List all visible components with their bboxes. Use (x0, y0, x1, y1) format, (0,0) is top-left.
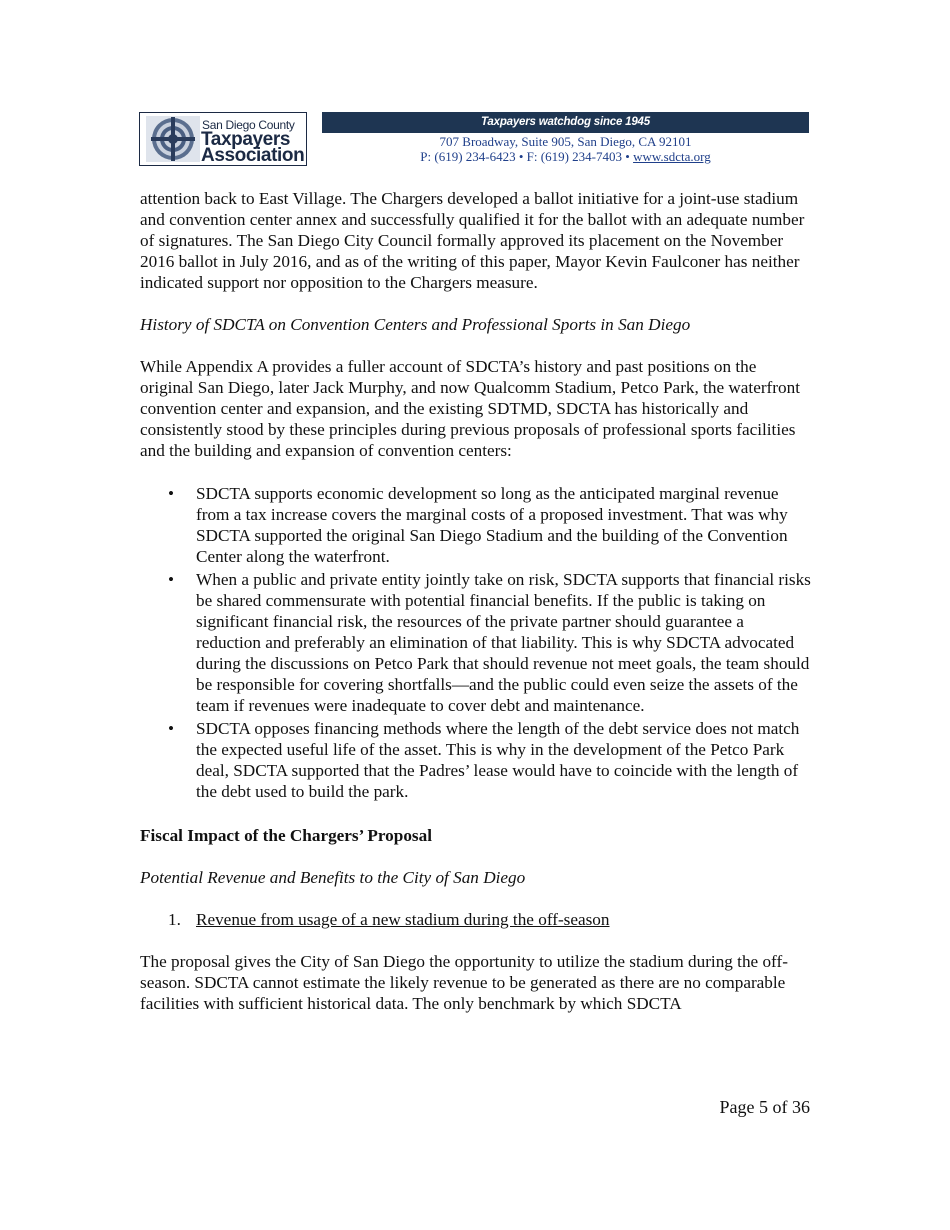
fiscal-impact-heading: Fiscal Impact of the Chargers’ Proposal (140, 826, 432, 845)
logo-text-line2: Taxpayers (201, 129, 290, 150)
list-item-text: SDCTA supports economic development so long as the anticipated marginal revenue from a tax increase covers the marginal costs of a proposed investment. That was why SDCTA supported the original San Diego Stadium and the building of the Convention Center along the waterfront. (196, 484, 788, 566)
list-item-label: Revenue from usage of a new stadium during the off-season (196, 910, 610, 929)
list-item (140, 569, 812, 716)
bullet-icon: • (168, 570, 175, 589)
website-link[interactable]: www.sdcta.org (633, 149, 711, 164)
closing-paragraph: The proposal gives the City of San Diego the opportunity to utilize the stadium during the off-season. SDCTA cannot estimate the likely revenue to be generated as there are no comparable facilities with sufficient historical data. The only benchmark by which SDCTA (140, 952, 788, 1013)
list-item-text: When a public and private entity jointly take on risk, SDCTA supports that financial risks be shared commensurate with potential financial benefits. If the public is taking on significant financial risk, the resources of the private partner should guarantee a reduction and preferably an elimination of that liability. This is why SDCTA advocated during the discussions on Petco Park that should revenue not meet goals, the team should be responsible for covering shortfalls—and the public could even seize the assets of the team if revenues were inadequate to cover debt and maintenance. (196, 570, 811, 715)
document-body (140, 188, 812, 1014)
logo-text-line3: Association (201, 145, 305, 166)
target-seal-icon (146, 116, 200, 162)
intro-paragraph: attention back to East Village. The Chargers developed a ballot initiative for a joint-use stadium and convention center annex and successfully qualified it for the ballot with an adequate number of signatures. The San Diego City Council formally approved its placement on the November 2016 ballot in July 2016, and as of the writing of this paper, Mayor Kevin Faulconer has neither indicated support nor opposition to the Chargers measure. (140, 189, 805, 292)
list-item (140, 483, 812, 567)
list-number: 1. (168, 910, 181, 929)
letterhead (139, 112, 809, 168)
numbered-list (140, 909, 812, 930)
address-line: 707 Broadway, Suite 905, San Diego, CA 92101 (439, 134, 692, 149)
sdcta-logo (139, 112, 307, 166)
phone-fax-line (322, 149, 809, 164)
history-heading: History of SDCTA on Convention Centers and Professional Sports in San Diego (140, 315, 691, 334)
history-paragraph: While Appendix A provides a fuller account of SDCTA’s history and past positions on the original San Diego, later Jack Murphy, and now Qualcomm Stadium, Petco Park, the waterfront convention center and expansion, and the existing SDTMD, SDCTA has historically and consistently stood by these principles during previous proposals of professional sports facilities and the building and expansion of convention centers: (140, 357, 800, 460)
contact-block (322, 134, 809, 164)
principles-list (140, 483, 812, 802)
logo-text-line1: San Diego County (202, 118, 295, 132)
revenue-subheading: Potential Revenue and Benefits to the City of San Diego (140, 868, 526, 887)
tagline-banner: Taxpayers watchdog since 1945 (322, 112, 809, 133)
list-item-text: SDCTA opposes financing methods where the length of the debt service does not match the expected useful life of the asset. This is why in the development of the Petco Park deal, SDCTA supported that the Padres’ lease would have to coincide with the length of the debt used to build the park. (196, 719, 800, 801)
bullet-icon: • (168, 484, 175, 503)
list-item (140, 718, 812, 802)
bullet-icon: • (168, 719, 175, 738)
phone-fax-text: P: (619) 234-6423 • F: (619) 234-7403 • (420, 149, 634, 164)
page-number: Page 5 of 36 (719, 1097, 810, 1117)
list-item (140, 909, 812, 930)
